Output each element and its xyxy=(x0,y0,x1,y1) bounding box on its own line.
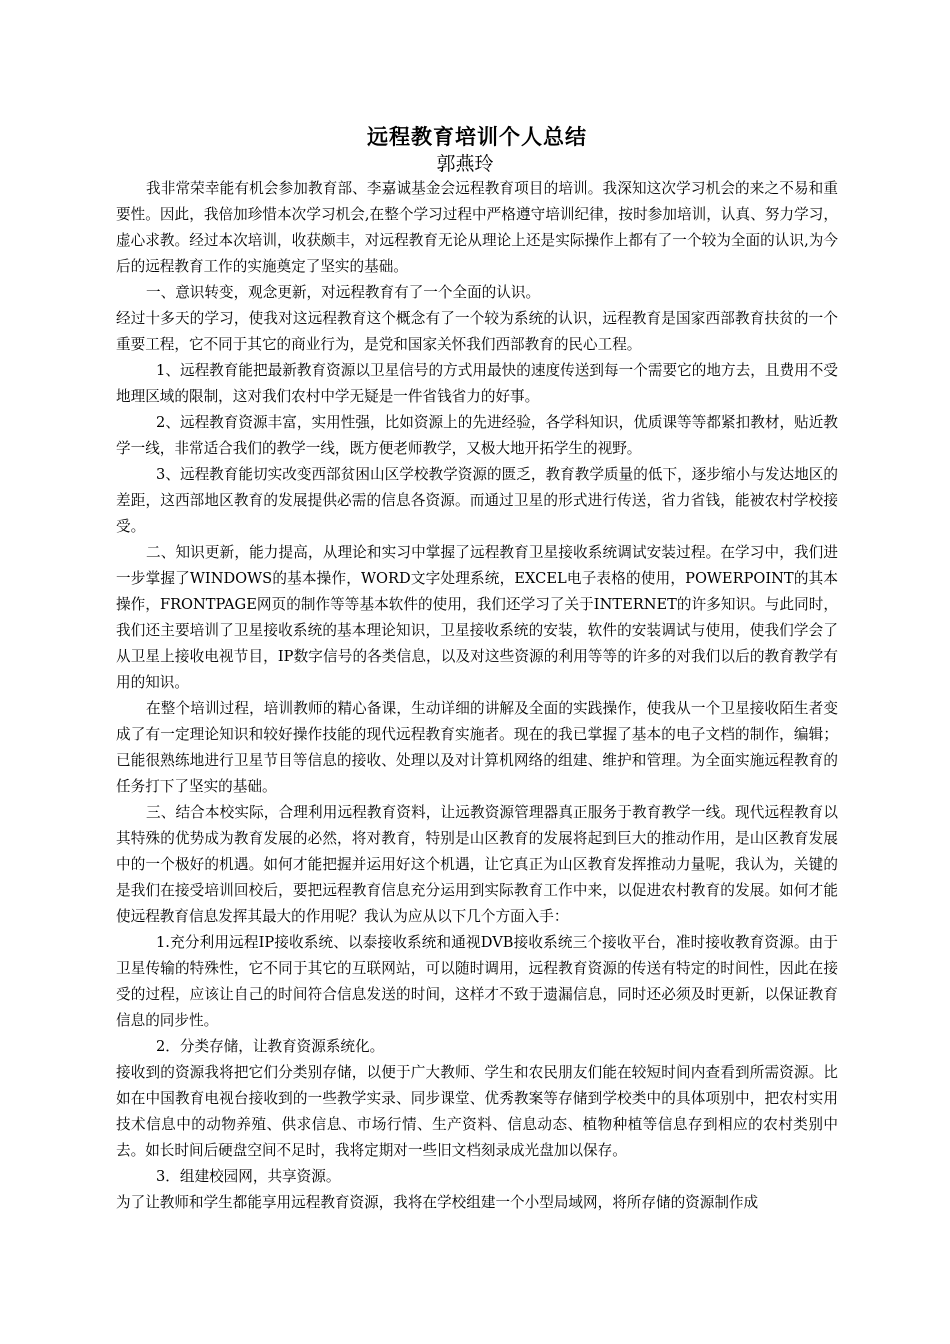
document-page xyxy=(116,122,838,1216)
section-heading-1: 一、意识转变，观念更新，对远程教育有了一个全面的认识。 xyxy=(146,284,541,301)
list-item-heading: 2．分类存储，让教育资源系统化。 xyxy=(156,1038,385,1055)
paragraph-intro: 我非常荣幸能有机会参加教育部、李嘉诚基金会远程教育项目的培训。我深知这次学习机会的来之不易和重要性。因此，我倍加珍惜本次学习机会,在整个学习过程中严格遵守培训纪律，按时参加培训，认真、努力学习，虚心求教。经过本次培训，收获颇丰，对远程教育无论从理论上还是实际操作上都有了一个较为全面的认识,为今后的远程教育工作的实施奠定了坚实的基础。 xyxy=(116,180,838,275)
list-item: 1、远程教育能把最新教育资源以卫星信号的方式用最快的速度传送到每一个需要它的地方去，且费用不受地理区域的限制，这对我们农村中学无疑是一件省钱省力的好事。 xyxy=(116,362,838,405)
paragraph-body: 在整个培训过程，培训教师的精心备课，生动详细的讲解及全面的实践操作，使我从一个卫星接收陌生者变成了有一定理论知识和较好操作技能的现代远程教育实施者。现在的我已掌握了基本的电子文档的制作，编辑；已能很熟练地进行卫星节目等信息的接收、处理以及对计算机网络的组建、维护和管理。为全面实施远程教育的任务打下了坚实的基础。 xyxy=(116,700,838,795)
list-item: 2、远程教育资源丰富，实用性强，比如资源上的先进经验，各学科知识，优质课等等都紧扣教材，贴近教学一线，非常适合我们的教学一线，既方便老师教学，又极大地开拓学生的视野。 xyxy=(116,414,838,457)
paragraph-body: 接收到的资源我将把它们分类别存储，以便于广大教师、学生和农民朋友们能在较短时间内查看到所需资源。比如在中国教育电视台接收到的一些教学实录、同步课堂、优秀教案等存储到学校类中的具体项别中，把农村实用技术信息中的动物养殖、供求信息、市场行情、生产资料、信息动态、植物种植等信息存到相应的农村类别中去。如长时间后硬盘空间不足时，我将定期对一些旧文档刻录成光盘加以保存。 xyxy=(116,1064,838,1159)
list-item: 3、远程教育能切实改变西部贫困山区学校教学资源的匮乏，教育教学质量的低下，逐步缩小与发达地区的差距，这西部地区教育的发展提供必需的信息各资源。而通过卫星的形式进行传送，省力省钱，能被农村学校接受。 xyxy=(116,466,838,535)
document-author: 郭燕玲 xyxy=(436,153,494,175)
document-title: 远程教育培训个人总结 xyxy=(367,125,587,149)
paragraph-body: 经过十多天的学习，使我对这远程教育这个概念有了一个较为系统的认识，远程教育是国家西部教育扶贫的一个重要工程，它不同于其它的商业行为，是党和国家关怀我们西部教育的民心工程。 xyxy=(116,310,838,353)
list-item: 1.充分利用远程IP接收系统、以泰接收系统和通视DVB接收系统三个接收平台，准时接收教育资源。由于卫星传输的特殊性，它不同于其它的互联网站，可以随时调用，远程教育资源的传送有特定的时间性，因此在接受的过程，应该让自己的时间符合信息发送的时间，这样才不致于遗漏信息，同时还必须及时更新，以保证教育信息的同步性。 xyxy=(116,934,838,1029)
list-item-heading: 3．组建校园网，共享资源。 xyxy=(156,1168,341,1185)
section-heading-2: 二、知识更新，能力提高，从理论和实习中掌握了远程教育卫星接收系统调试安装过程。在学习中，我们进一步掌握了WINDOWS的基本操作，WORD文字处理系统，EXCEL电子表格的使用，POWERPOINT的其本操作，FRONTPAGE网页的制作等等基本软件的使用，我们还学习了关于INTERNET的许多知识。与此同时，我们还主要培训了卫星接收系统的基本理论知识，卫星接收系统的安装，软件的安装调试与使用，使我们学会了从卫星上接收电视节目，IP数字信号的各类信息，以及对这些资源的利用等等的许多的对我们以后的教育教学有用的知识。 xyxy=(116,544,838,691)
paragraph-body: 为了让教师和学生都能享用远程教育资源，我将在学校组建一个小型局域网，将所存储的资源制作成 xyxy=(116,1194,759,1211)
section-heading-3: 三、结合本校实际，合理利用远程教育资料，让远教资源管理器真正服务于教育教学一线。现代远程教育以其特殊的优势成为教育发展的必然，将对教育，特别是山区教育的发展将起到巨大的推动作用，是山区教育发展中的一个极好的机遇。如何才能把握并运用好这个机遇，让它真正为山区教育发挥推动力量呢，我认为，关键的是我们在接受培训回校后，要把远程教育信息充分运用到实际教育工作中来，以促进农村教育的发展。如何才能使远程教育信息发挥其最大的作用呢？我认为应从以下几个方面入手： xyxy=(116,804,838,925)
